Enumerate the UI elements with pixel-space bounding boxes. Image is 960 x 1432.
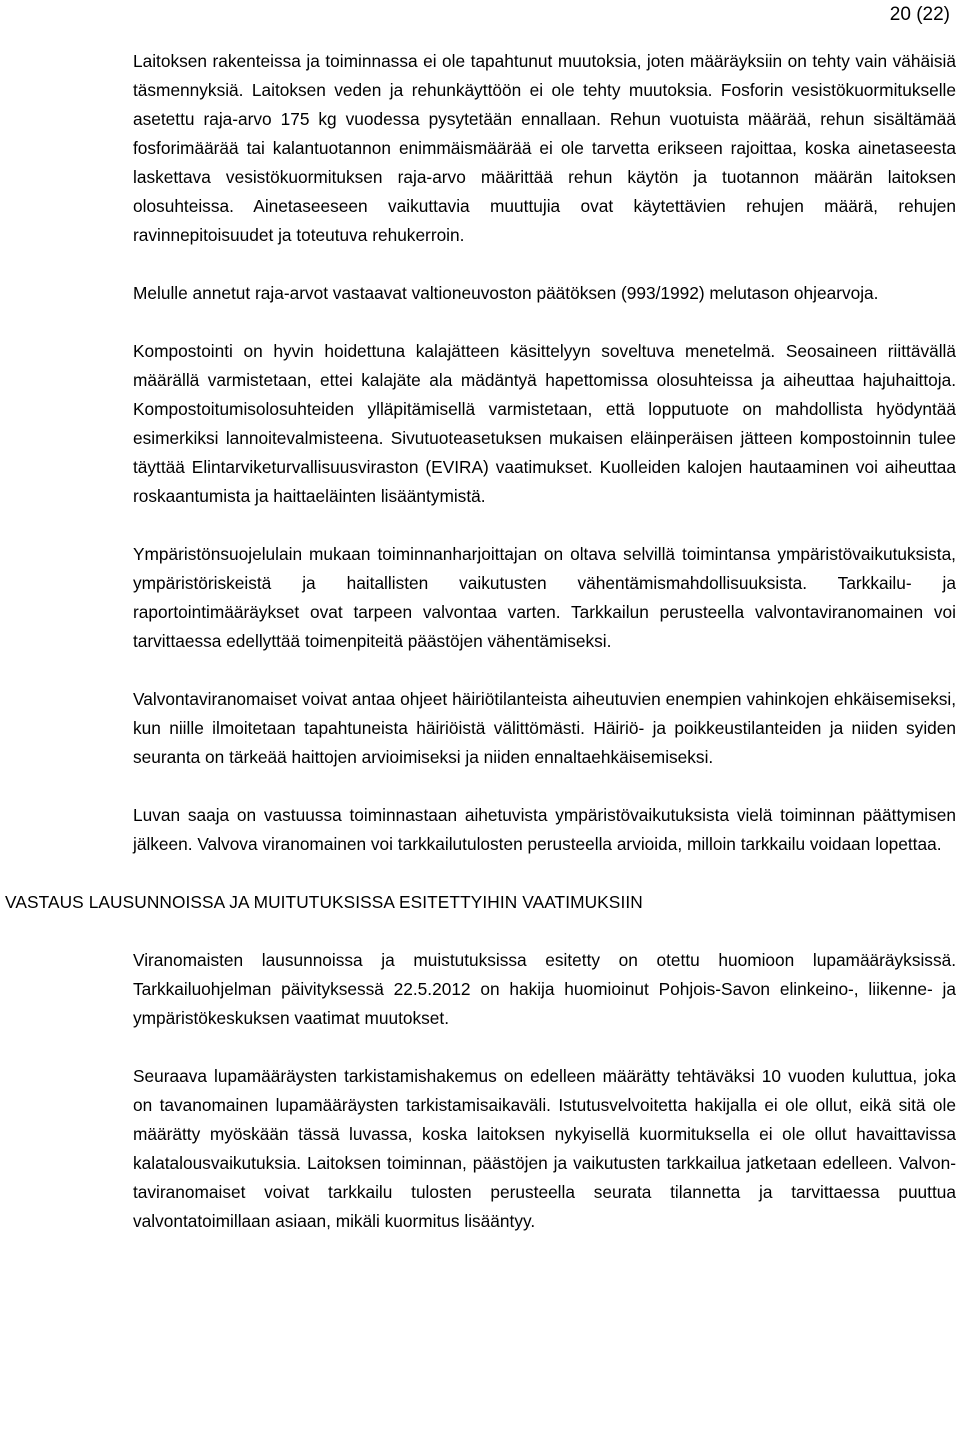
- paragraph-environmental-protection: Ympäristönsuojelulain mukaan toiminnanharjoittajan on oltava selvillä toimintansa ympäristövaikutuksista, ympäristöriskeistä ja haitallisten vaikutusten vähentämismahdollisuuksista. Tarkkailu- ja raportointimääräykset ovat tarpeen valvontaa varten. Tarkkailun perusteella valvontaviranomainen voi tarvittaessa edellyttää toimenpiteitä päästöjen vähentämiseksi.: [133, 544, 956, 651]
- paragraph-permit-holder: Luvan saaja on vastuussa toiminnastaan aihetuvista ympäristövaikutuksista vielä toiminnan päättymisen jälkeen. Valvova viranomainen voi tarkkailutulosten perusteella arvioida, milloin tarkkailu voidaan lopettaa.: [133, 805, 956, 854]
- paragraph-statements: Viranomaisten lausunnoissa ja muistutuksissa esitetty on otettu huomioon lupamääräyksissä. Tarkkailuohjelman päivityksessä 22.5.2012 on hakija huomioinut Pohjois-Savon elinkeino-, liikenne- ja ympäristökeskuksen vaatimat muutokset.: [133, 950, 956, 1028]
- paragraph-composting: Kompostointi on hyvin hoidettuna kalajätteen käsittelyyn soveltuva menetelmä. Seosaineen riittävällä määrällä varmistetaan, ettei kalajäte ala mädäntyä hapettomissa olosuhteissa ja aiheuttaa hajuhaittoja. Kompostoitumisolosuhteiden ylläpitämisellä varmistetaan, että lopputuote on mahdollista hyödyntää esimerkiksi lannoitevalmisteena. Sivutuoteasetuksen mukaisen eläinperäisen jätteen kompostoinnin tulee täyttää Elintarviketurvallisuusviraston (EVIRA) vaatimukset. Kuolleiden kalojen hautaaminen voi aiheuttaa roskaantumista ja haittaeläinten lisääntymistä.: [133, 341, 956, 506]
- document-body: [5, 47, 956, 1236]
- paragraph-next-review: Seuraava lupamääräysten tarkistamishakemus on edelleen määrätty tehtäväksi 10 vuoden kuluttua, joka on tavanomainen lupamääräysten tarkistamisaikaväli. Istutusvelvoitetta hakijalla ei ole ollut, eikä sitä ole määrätty myöskään tässä luvassa, koska laitoksen nykyisellä kuormituksella ei ole ollut havaittavissa kalatalousvaikutuksia. Laitoksen toiminnan, päästöjen ja vaikutusten tarkkailua jatketaan edelleen. Valvontaviranomaiset voivat tarkkailu tulosten perusteella seurata tilannetta ja tarvittaessa puuttua valvontatoimillaan asiaan, mikäli kuormitus lisääntyy.: [133, 1066, 956, 1231]
- page-number: 20 (22): [889, 4, 950, 25]
- section-heading: VASTAUS LAUSUNNOISSA JA MUITUTUKSISSA ESITETTYIHIN VAATIMUKSIIN: [5, 892, 643, 912]
- paragraph-changes: Laitoksen rakenteissa ja toiminnassa ei ole tapahtunut muutoksia, joten määräyksiin on tehty vain vähäisiä täsmennyksiä. Laitoksen veden ja rehunkäyttöön ei ole tehty muutoksia. Fosforin vesistökuormitukselle asetettu raja-arvo 175 kg vuodessa pysytetään ennallaan. Rehun vuotuista määrää, rehun sisältämää fosforimäärää tai kalantuotannon enimmäismäärää ei ole tarvetta erikseen rajoittaa, koska ainetaseesta laskettava vesistökuormituksen raja-arvo määrittää rehun käytön ja tuotannon määrän laitoksen olosuhteissa. Ainetaseeseen vaikuttavia muuttujia ovat käytettävien rehujen määrä, rehujen ravinnepitoisuudet ja toteutuva rehukerroin.: [133, 51, 956, 245]
- paragraph-authorities: Valvontaviranomaiset voivat antaa ohjeet häiriötilanteista aiheutuvien enempien vahinkojen ehkäisemiseksi, kun niille ilmoitetaan tapahtuneista häiriöistä välittömästi. Häiriö- ja poikkeustilanteiden ja niiden syiden seuranta on tärkeää haittojen arvioimiseksi ja niiden ennaltaehkäisemiseksi.: [133, 689, 956, 767]
- paragraph-noise: Melulle annetut raja-arvot vastaavat valtioneuvoston päätöksen (993/1992) melutason ohjearvoja.: [133, 283, 879, 303]
